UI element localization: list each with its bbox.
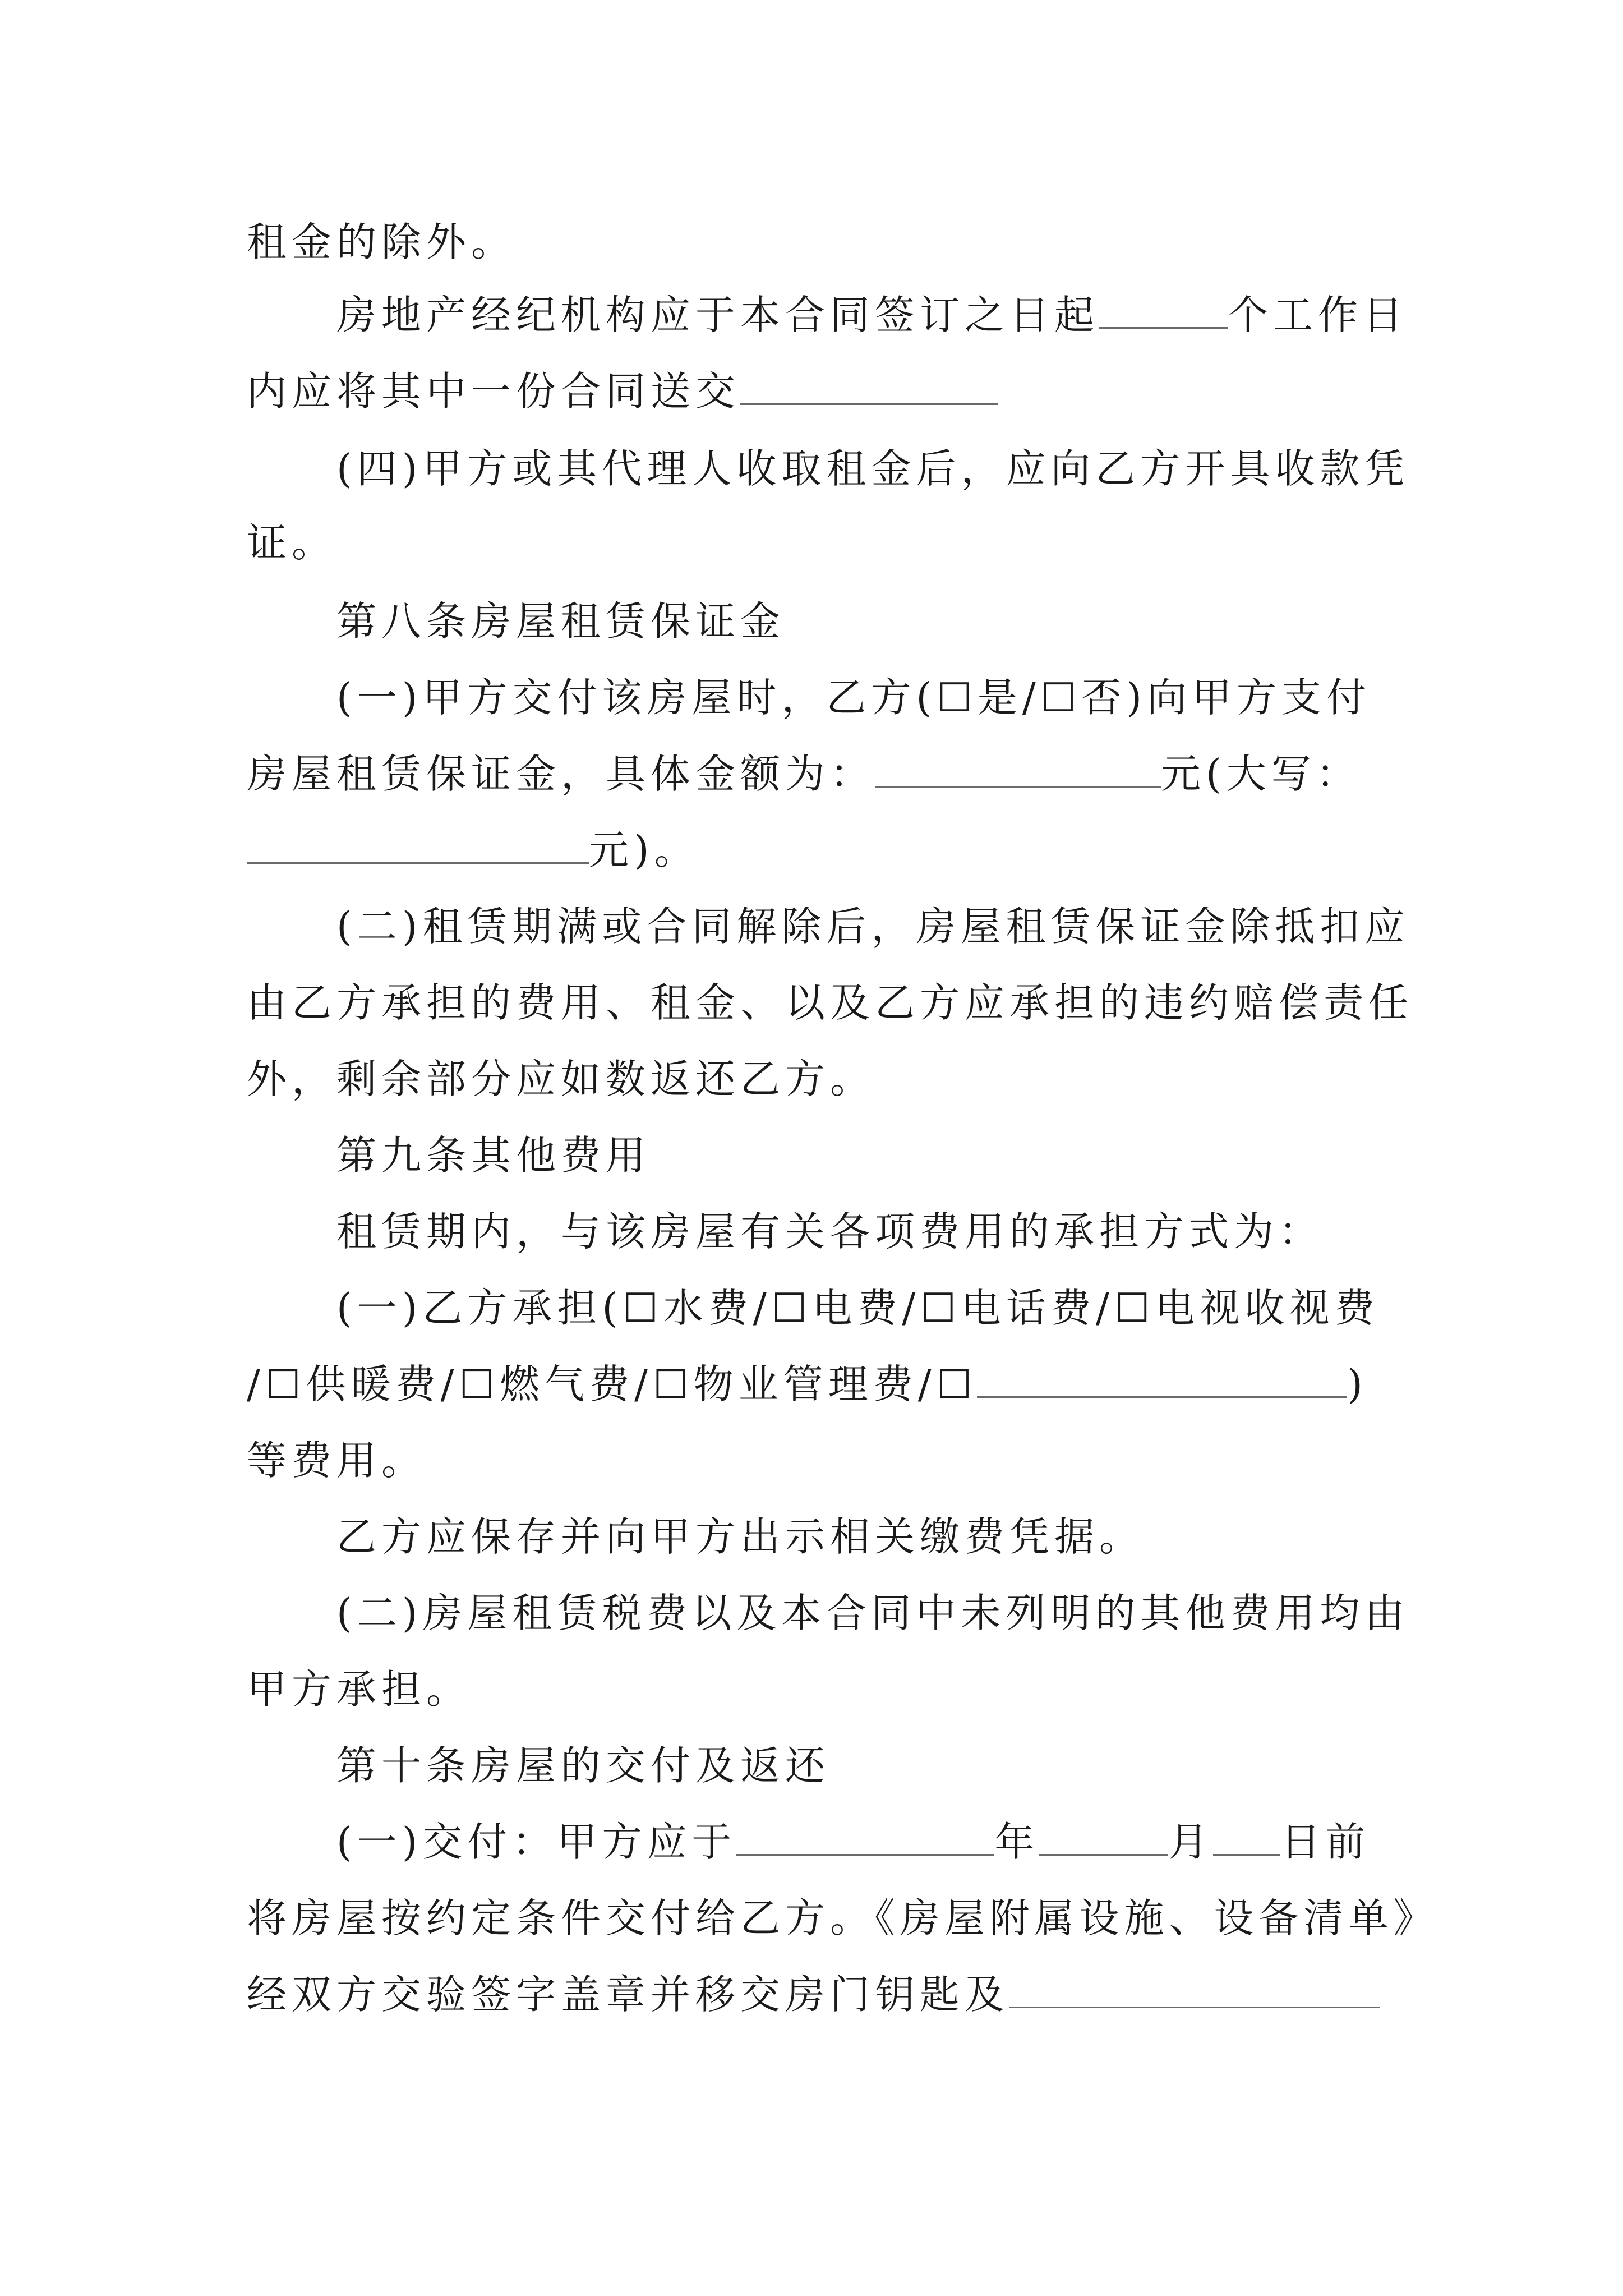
text-line bbox=[336, 1815, 1370, 1869]
text-line bbox=[247, 976, 1413, 1030]
line-text: 外，剩余部分应如数返还乙方。 bbox=[247, 1056, 875, 1102]
line-text: (二)房屋租赁税费以及本合同中未列明的其他费用均由 bbox=[336, 1590, 1410, 1636]
text-line bbox=[247, 365, 998, 418]
text-line bbox=[247, 1358, 1368, 1411]
fill-blank bbox=[977, 1364, 1347, 1398]
line-text: (一)乙方承担(☐水费/☐电费/☐电话费/☐电视收视费 bbox=[336, 1285, 1380, 1331]
line-text: (二)租赁期满或合同解除后，房屋租赁保证金除抵扣应 bbox=[336, 903, 1410, 950]
text-line bbox=[247, 1968, 1380, 2022]
text-line bbox=[336, 1586, 1409, 1640]
line-text: 证。 bbox=[247, 519, 337, 566]
text-line bbox=[247, 1052, 875, 1106]
text-line bbox=[247, 215, 516, 269]
text-line bbox=[336, 288, 1408, 342]
fill-blank bbox=[740, 371, 998, 405]
fill-blank bbox=[1213, 1821, 1280, 1856]
line-text: (四)甲方或其代理人收取租金后，应向乙方开具收款凭 bbox=[336, 445, 1410, 492]
text-line bbox=[247, 747, 1361, 801]
fill-blank bbox=[1039, 1821, 1168, 1856]
section-heading bbox=[336, 595, 785, 648]
line-text: 由乙方承担的费用、租金、以及乙方应承担的违约赔偿责任 bbox=[247, 979, 1414, 1026]
line-text: 乙方应保存并向甲方出示相关缴费凭据。 bbox=[336, 1513, 1145, 1560]
line-text: 租赁期内，与该房屋有关各项费用的承担方式为： bbox=[336, 1208, 1324, 1255]
line-text: 个工作日 bbox=[1228, 292, 1408, 338]
line-text: 年 bbox=[994, 1819, 1040, 1865]
line-text: 第八条房屋租赁保证金 bbox=[336, 598, 786, 645]
text-line bbox=[247, 823, 699, 877]
line-text: 经双方交验签字盖章并移交房门钥匙及 bbox=[247, 1971, 1010, 2018]
line-text: 元(大写： bbox=[1161, 751, 1361, 797]
line-text: 等费用。 bbox=[247, 1437, 427, 1484]
line-text: 将房屋按约定条件交付给乙方。《房屋附属设施、设备清单》 bbox=[247, 1895, 1438, 1941]
line-text: 租金的除外。 bbox=[247, 219, 517, 265]
text-line bbox=[247, 1663, 471, 1717]
text-line bbox=[247, 1434, 426, 1488]
text-line bbox=[247, 1892, 1438, 1945]
line-text: 日前 bbox=[1280, 1819, 1371, 1865]
line-text: /☐供暖费/☐燃气费/☐物业管理费/☐ bbox=[247, 1361, 978, 1407]
line-text: 房屋租赁保证金，具体金额为： bbox=[247, 751, 875, 797]
fill-blank bbox=[1099, 295, 1228, 329]
line-text: (一)交付：甲方应于 bbox=[336, 1819, 737, 1865]
section-heading bbox=[336, 1129, 651, 1182]
text-line bbox=[247, 516, 336, 570]
text-line bbox=[336, 671, 1371, 725]
text-line bbox=[336, 1205, 1324, 1259]
line-text: 甲方承担。 bbox=[247, 1666, 472, 1713]
text-line bbox=[336, 442, 1409, 496]
line-text: 内应将其中一份合同送交 bbox=[247, 368, 741, 415]
text-line bbox=[336, 1510, 1144, 1564]
fill-blank bbox=[875, 753, 1161, 788]
line-text: 月 bbox=[1168, 1819, 1214, 1865]
text-line bbox=[336, 900, 1409, 954]
line-text: 房地产经纪机构应于本合同签订之日起 bbox=[336, 292, 1100, 338]
line-text: 第九条其他费用 bbox=[336, 1132, 651, 1179]
text-line bbox=[336, 1281, 1379, 1335]
line-text: (一)甲方交付该房屋时，乙方(☐是/☐否)向甲方支付 bbox=[336, 674, 1372, 721]
line-text: ) bbox=[1347, 1361, 1368, 1407]
fill-blank bbox=[736, 1821, 994, 1856]
line-text: 第十条房屋的交付及返还 bbox=[336, 1742, 831, 1789]
fill-blank bbox=[247, 830, 589, 864]
line-text: 元)。 bbox=[589, 827, 699, 873]
section-heading bbox=[336, 1739, 830, 1793]
fill-blank bbox=[1009, 1974, 1380, 2008]
